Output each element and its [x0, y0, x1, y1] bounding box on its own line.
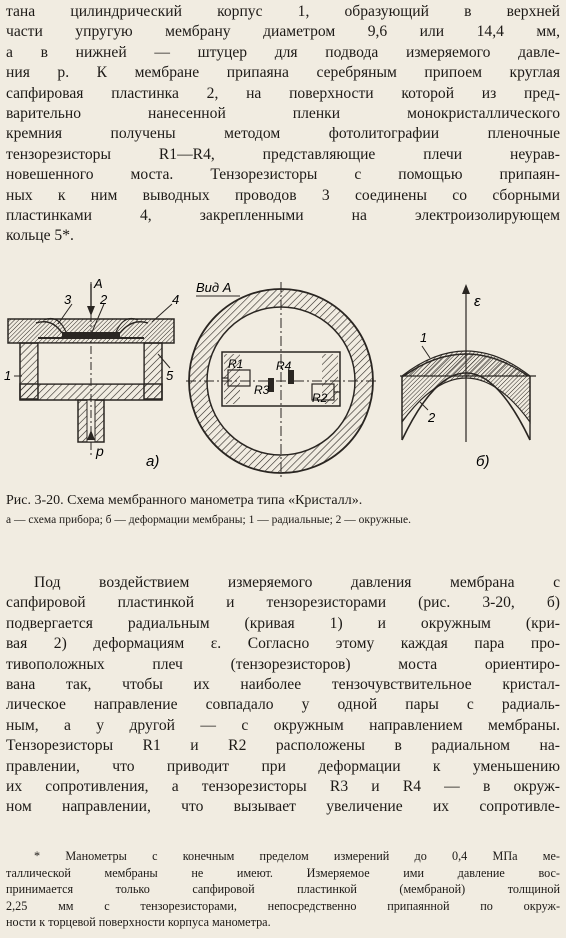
view-a-diagram — [186, 282, 376, 478]
footnote — [6, 848, 560, 931]
pressure-label: p — [96, 443, 104, 459]
text-line: Тензорезисторы R1 и R2 расположены в радиальном на- — [6, 737, 560, 755]
text-line: варительно нанесенной пленки монокристаллического — [6, 105, 560, 123]
text-line: правлении, что приводит при деформации к уменьшению — [6, 757, 560, 775]
sub-label-a: а) — [146, 453, 160, 470]
figure-caption: Рис. 3-20. Схема мембранного манометра типа «Кристалл». — [6, 493, 363, 508]
num-label: 2 — [100, 292, 108, 307]
view-title: Вид A — [196, 280, 232, 295]
footnote-line: 2,25 мм с тензорезисторами, непосредственно припаянной по окруж- — [6, 898, 560, 913]
text-line: тензорезисторы R1—R4, представляющие плечи неурав- — [6, 145, 560, 163]
text-line: вана так, чтобы их наиболее тензочувствительное кристал- — [6, 676, 560, 694]
text-line: ных к ним выводных проводов 3 соединены со сборными — [6, 186, 560, 204]
diagram-b-curves — [400, 284, 536, 442]
text-line: лическое направление совпадало у одной пары с радиаль- — [6, 696, 560, 714]
axis-label: ε — [474, 293, 481, 310]
resistor-label: R4 — [276, 359, 292, 373]
text-line: ном направлении, что вызывает увеличение их сопротивле- — [6, 798, 560, 816]
text-line: вая 2) деформациям ε. Согласно этому каждая пара про- — [6, 635, 560, 653]
arrow-label: A — [94, 276, 103, 291]
curve-label: 1 — [420, 330, 428, 345]
text-line: подвергается радиальным (кривая 1) и окружным (кри- — [6, 614, 560, 632]
text-line: их сопротивления, а тензорезисторы R3 и R4 — в окруж- — [6, 778, 560, 796]
text-line: кремния получены методом фотолитографии пленочные — [6, 125, 560, 143]
text-line: сапфировой пластинкой и тензорезисторами (рис. 3-20, б) — [6, 594, 560, 612]
text-line: части упругую мембрану диаметром 9,6 или 14,4 мм, — [6, 23, 560, 41]
resistor-label: R3 — [254, 383, 270, 397]
curve-label: 2 — [428, 410, 436, 425]
figure-3-20 — [0, 262, 566, 490]
footnote-line: ности к торцевой поверхности корпуса манометра. — [6, 915, 271, 930]
figure-caption-legend: а — схема прибора; б — деформации мембраны; 1 — радиальные; 2 — окружные. — [6, 514, 412, 526]
footnote-line: таллической мембраны не имеют. Измеряемое ими давление вос- — [6, 865, 560, 880]
resistor-label: R1 — [228, 357, 244, 371]
text-line: тана цилиндрический корпус 1, образующий в верхней — [6, 3, 560, 20]
resistor-label: R2 — [312, 391, 328, 405]
text-line: а в нижней — штуцер для подвода измеряемого давле- — [6, 43, 560, 61]
paragraph-top — [6, 2, 560, 247]
num-label: 3 — [64, 292, 72, 307]
num-label: 5 — [166, 368, 174, 383]
text-line: тивоположных плеч (тензорезисторов) моста ориентиро- — [6, 655, 560, 673]
diagram-a-section — [8, 282, 174, 458]
text-line: пластинками 4, закрепленными на электроизолирующем — [6, 207, 560, 225]
text-line: сапфировая пластинка 2, на поверхности которой из пред- — [6, 84, 560, 102]
paragraph-main — [6, 573, 560, 818]
num-label: 4 — [172, 292, 180, 307]
text-line: ния p. К мембране припаяна серебряным припоем круглая — [6, 64, 560, 82]
text-line: новешенного моста. Тензорезисторы с помощью припаян- — [6, 166, 560, 184]
footnote-line: принимается только сапфировой пластинкой (мембраной) толщиной — [6, 882, 560, 897]
footnote-line: * Манометры с конечным пределом измерений до 0,4 МПа ме- — [34, 849, 560, 863]
sub-label-b: б) — [476, 453, 490, 470]
text-line: ным, а у другой — с окружным направлением мембраны. — [6, 716, 560, 734]
num-label: 1 — [4, 368, 12, 383]
text-line: кольце 5*. — [6, 227, 74, 245]
text-line: Под воздействием измеряемого давления мембрана с — [34, 574, 560, 591]
